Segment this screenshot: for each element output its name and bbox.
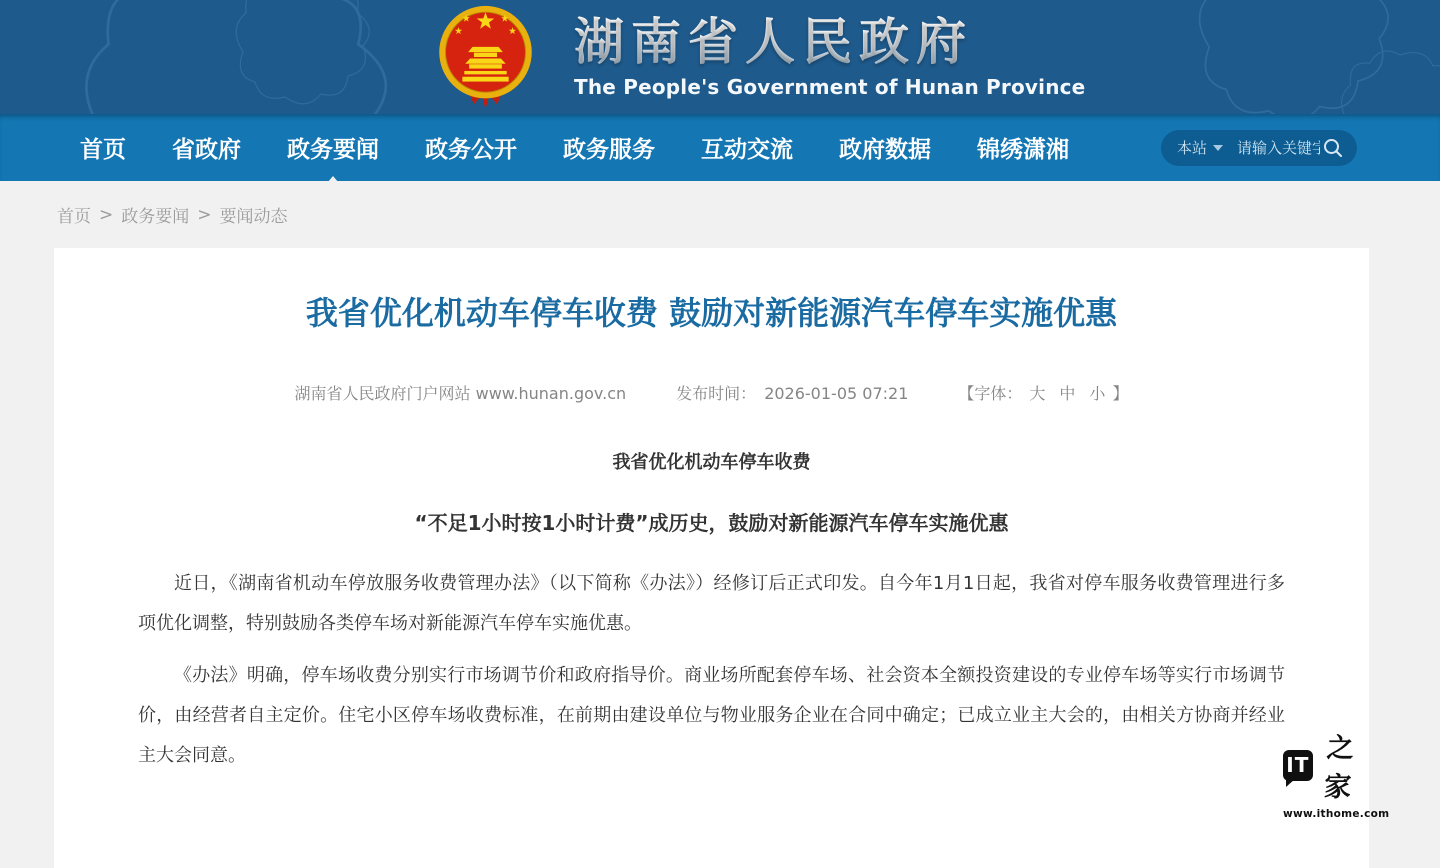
breadcrumb-separator: >: [197, 204, 212, 225]
breadcrumb-government-news[interactable]: 政务要闻: [121, 207, 190, 227]
article-paragraph: 《办法》明确，停车场收费分别实行市场调节价和政府指导价。商业场所配套停车场、社会资本全额投资建设的专业停车场等实行市场调节价，由经营者自主定价。住宅小区停车场收费标准，在前期由建设单位与物业服务企业在合同中确定；已成立业主大会的，由相关方协商并经业主大会同意。: [138, 665, 1285, 767]
search-scope-select[interactable]: [1177, 137, 1223, 158]
article-paragraph: 近日，《湖南省机动车停放服务收费管理办法》（以下简称《办法》）经修订后正式印发。自今年1月1日起，我省对停车服务收费管理进行多项优化调整，特别鼓励各类停车场对新能源汽车停车实施优惠。: [138, 573, 1285, 635]
article-body: [138, 564, 1285, 776]
search-icon[interactable]: [1322, 137, 1344, 159]
breadcrumb-separator: >: [99, 204, 114, 225]
nav-item-government-news[interactable]: 政务要闻: [287, 131, 379, 164]
publish-time: [676, 381, 908, 404]
search-scope-label: 本站: [1177, 139, 1208, 157]
caret-down-icon: [1213, 145, 1223, 151]
breadcrumb-news-updates[interactable]: 要闻动态: [219, 207, 288, 227]
font-size-small-button[interactable]: 小: [1089, 384, 1106, 404]
main-navigation: [0, 114, 1440, 181]
ithome-url: www.ithome.com: [1283, 808, 1390, 820]
article-subtitle-1: 我省优化机动车停车收费: [612, 452, 811, 474]
breadcrumb: [0, 181, 1440, 248]
site-title-english: The People's Government of Hunan Province: [574, 75, 1086, 99]
site-search[interactable]: [1161, 130, 1357, 166]
ithome-logo-text: 之家: [1322, 733, 1355, 803]
article-title: 我省优化机动车停车收费 鼓励对新能源汽车停车实施优惠: [305, 294, 1118, 332]
ithome-logo-icon: IT: [1283, 750, 1313, 781]
nav-item-provincial-government[interactable]: 省政府: [172, 137, 241, 163]
nav-item-home[interactable]: 首页: [80, 137, 126, 163]
article-meta: [138, 381, 1285, 404]
nav-item-government-affairs[interactable]: 政务公开: [425, 137, 517, 163]
breadcrumb-home[interactable]: 首页: [57, 207, 91, 227]
nav-item-interaction[interactable]: 互动交流: [701, 137, 793, 163]
nav-item-beautiful-hunan[interactable]: 锦绣潇湘: [977, 137, 1069, 163]
article-subtitle-2: “不足1小时按1小时计费”成历史，鼓励对新能源汽车停车实施优惠: [414, 511, 1009, 536]
nav-item-government-services[interactable]: 政务服务: [563, 137, 655, 163]
site-header: [0, 0, 1440, 114]
nav-item-government-data[interactable]: 政府数据: [839, 137, 931, 163]
article-source: 湖南省人民政府门户网站 www.hunan.gov.cn: [294, 384, 627, 404]
font-size-controls: [958, 381, 1128, 404]
font-size-label-close: 】: [1112, 384, 1129, 404]
national-emblem-icon: [437, 4, 534, 110]
article-card: [54, 248, 1390, 868]
publish-time-value: 2026-01-05 07:21: [764, 384, 909, 404]
font-size-medium-button[interactable]: 中: [1059, 384, 1076, 404]
site-title-chinese: 湖南省人民政府: [574, 15, 1085, 70]
publish-time-label: 发布时间：: [676, 384, 757, 404]
ithome-watermark: [1283, 726, 1390, 820]
font-size-large-button[interactable]: 大: [1029, 384, 1046, 404]
brand: [437, 3, 1085, 111]
search-input[interactable]: [1235, 138, 1322, 158]
font-size-label-open: 【字体：: [958, 384, 1023, 404]
